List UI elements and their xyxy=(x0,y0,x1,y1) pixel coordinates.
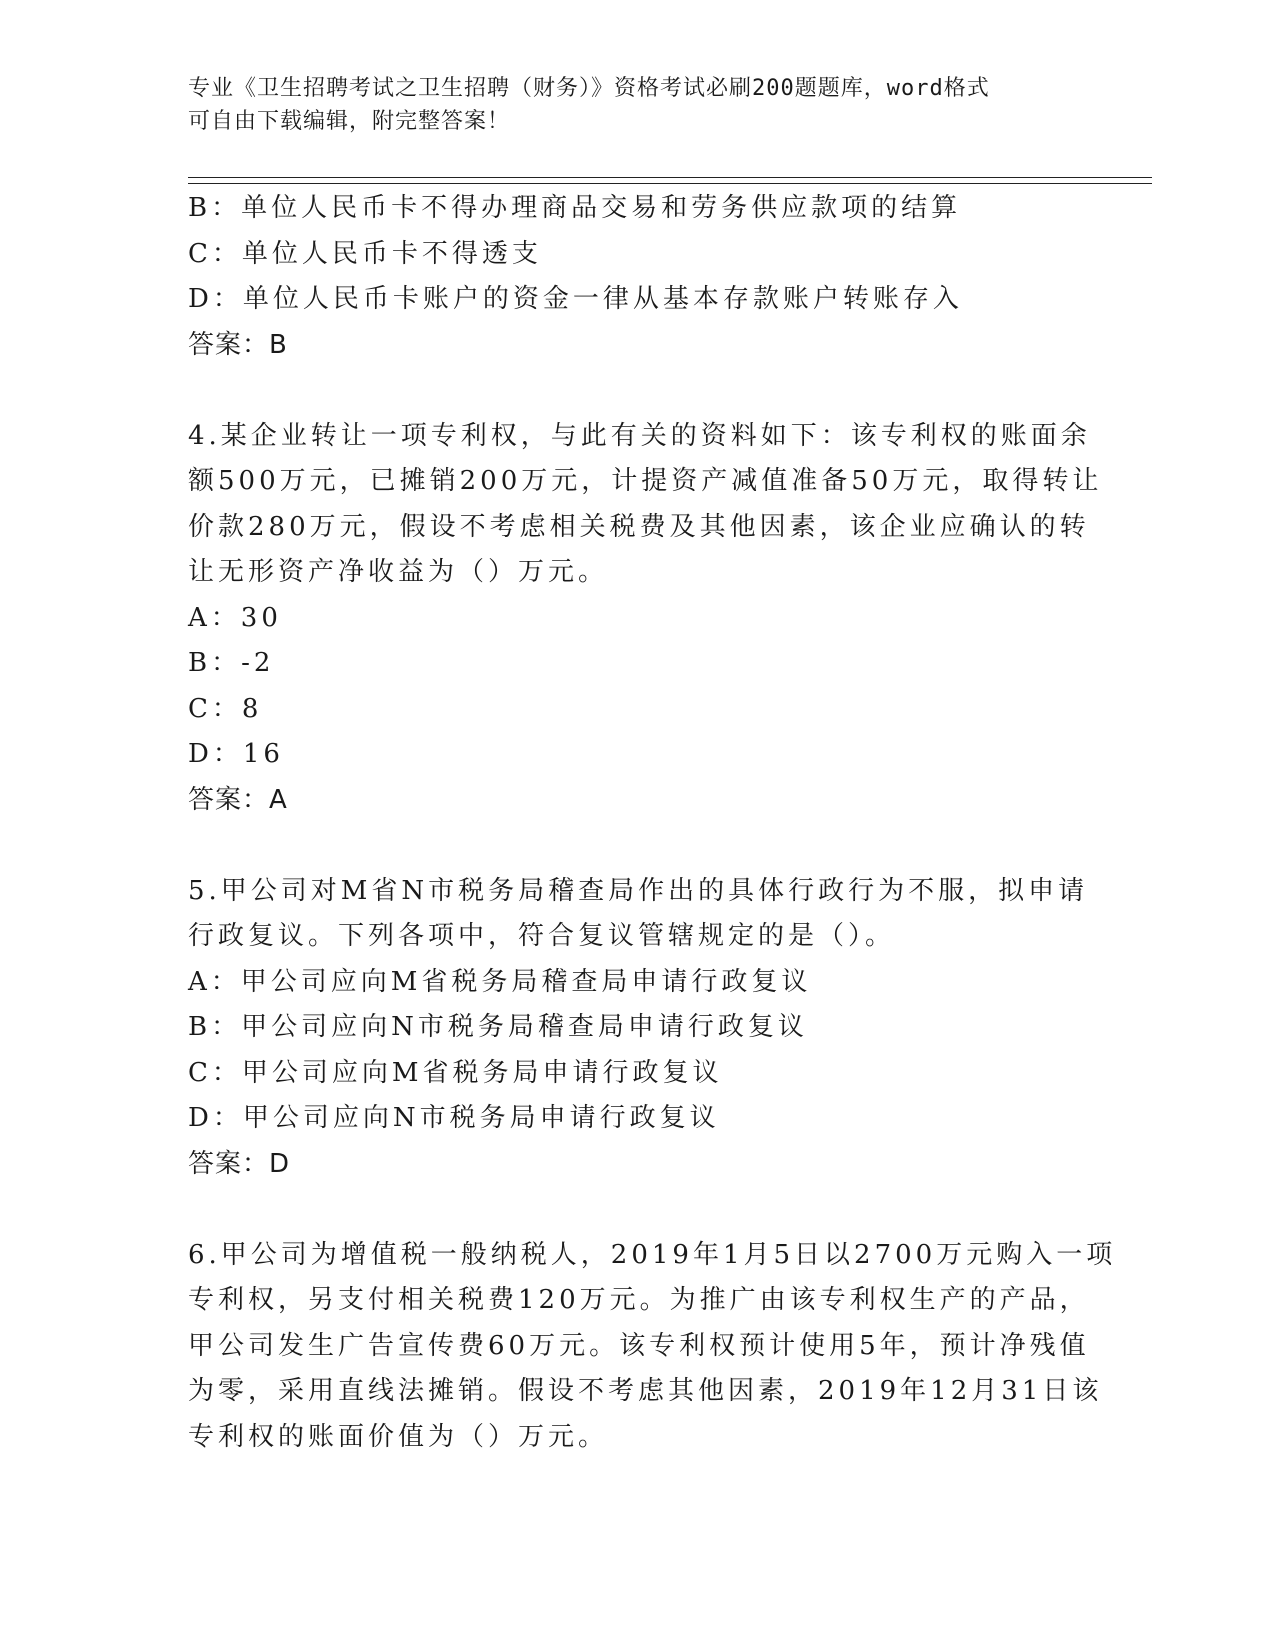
question-text-line: 为零，采用直线法摊销。假设不考虑其他因素，2019年12月31日该 xyxy=(188,1376,1103,1406)
document-header xyxy=(188,72,1088,138)
header-title-line-2: 可自由下载编辑，附完整答案！ xyxy=(188,109,511,134)
header-divider xyxy=(188,177,1152,184)
answer-label: 答案：A xyxy=(188,784,288,815)
question-5 xyxy=(188,869,1088,1188)
question-6 xyxy=(188,1233,1117,1461)
question-text-line: 让无形资产净收益为（）万元。 xyxy=(188,557,609,587)
question-3-tail xyxy=(188,186,1088,368)
document-body xyxy=(188,186,1117,1460)
answer-label: 答案：D xyxy=(188,1148,291,1179)
header-title-line-1: 专业《卫生招聘考试之卫生招聘（财务）》资格考试必刷200题题库，word格式 xyxy=(188,76,990,101)
option-d: D：甲公司应向N市税务局申请行政复议 xyxy=(188,1103,720,1133)
question-text-line: 价款280万元，假设不考虑相关税费及其他因素，该企业应确认的转 xyxy=(188,511,1090,542)
answer-label: 答案：B xyxy=(188,329,288,360)
option-d: D：16 xyxy=(188,739,284,769)
question-text-line: 专利权的账面价值为（）万元。 xyxy=(188,1421,609,1452)
option-c: C：甲公司应向M省税务局申请行政复议 xyxy=(188,1057,723,1088)
option-b: B：甲公司应向N市税务局稽查局申请行政复议 xyxy=(188,1012,808,1042)
option-c: C：单位人民币卡不得透支 xyxy=(188,238,542,269)
question-text-line: 甲公司发生广告宣传费60万元。该专利权预计使用5年，预计净残值 xyxy=(188,1330,1090,1361)
question-text-line: 5.甲公司对M省N市税务局稽查局作出的具体行政行为不服，拟申请 xyxy=(188,875,1089,906)
option-b: B：单位人民币卡不得办理商品交易和劳务供应款项的结算 xyxy=(188,193,962,223)
spacer xyxy=(188,368,1088,414)
question-4 xyxy=(188,414,1103,824)
option-c: C：8 xyxy=(188,693,263,724)
question-text-line: 4.某企业转让一项专利权，与此有关的资料如下：该专利权的账面余 xyxy=(188,420,1091,451)
question-text-line: 专利权，另支付相关税费120万元。为推广由该专利权生产的产品， xyxy=(188,1285,1090,1315)
spacer xyxy=(188,1187,1088,1233)
option-a: A：甲公司应向M省税务局稽查局申请行政复议 xyxy=(188,966,812,997)
question-text-line: 6.甲公司为增值税一般纳税人，2019年1月5日以2700万元购入一项 xyxy=(188,1239,1117,1270)
option-b: B：-2 xyxy=(188,648,275,678)
question-text-line: 额500万元，已摊销200万元，计提资产减值准备50万元，取得转让 xyxy=(188,466,1103,496)
question-text-line: 行政复议。下列各项中，符合复议管辖规定的是（）。 xyxy=(188,921,896,951)
spacer xyxy=(188,823,1088,869)
option-a: A：30 xyxy=(188,602,282,633)
option-d: D：单位人民币卡账户的资金一律从基本存款账户转账存入 xyxy=(188,284,963,314)
